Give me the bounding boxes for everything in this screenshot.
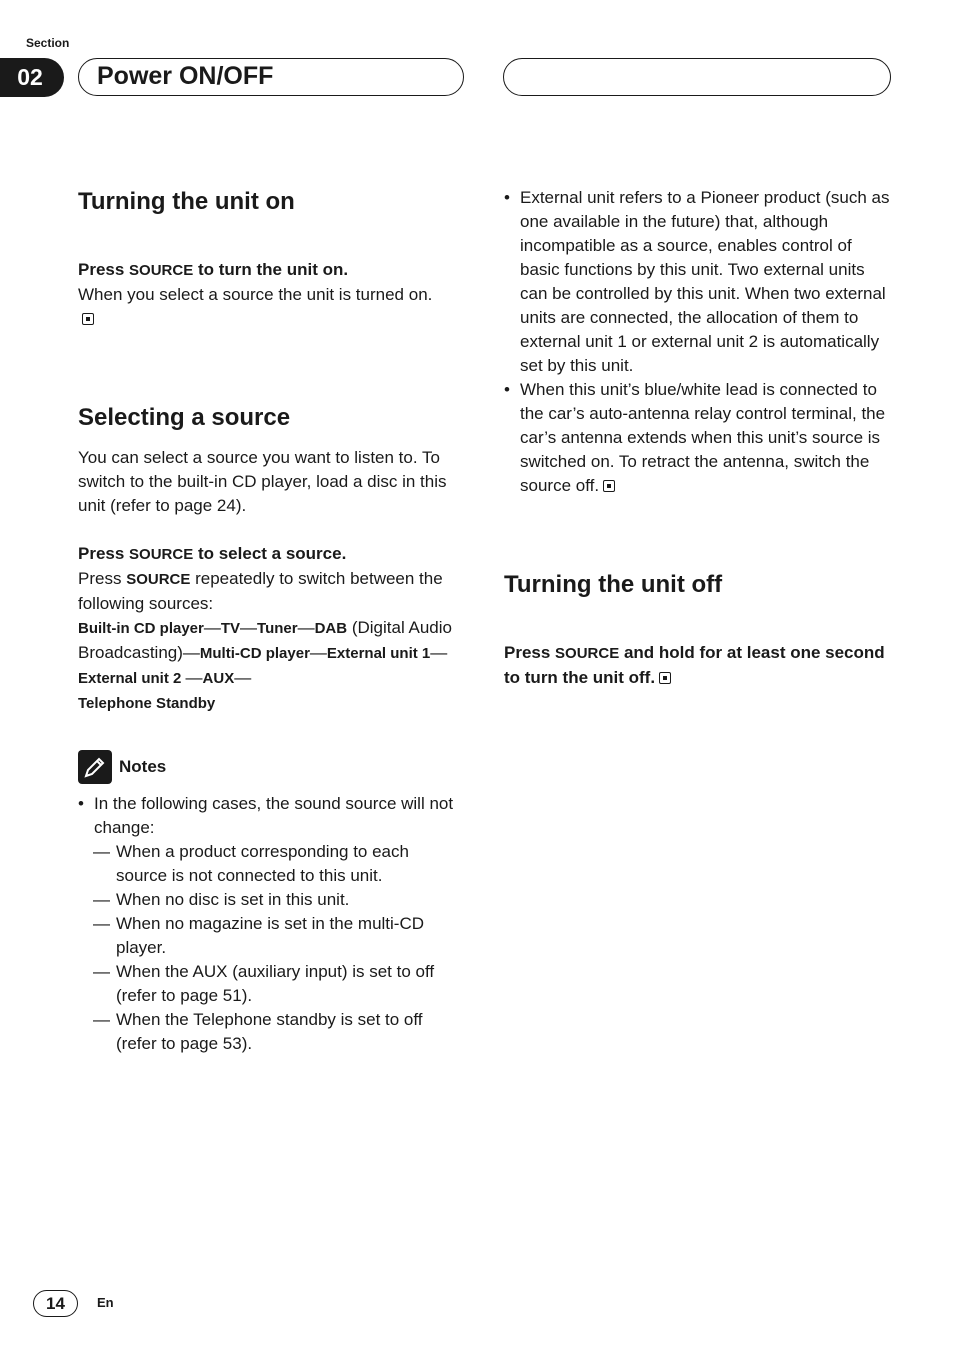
- section-number-badge: 02: [0, 58, 64, 97]
- left-column: [78, 186, 463, 1056]
- list-item: — When the Telephone standby is set to off (refer to page 53).: [78, 1008, 463, 1056]
- notes-title: Notes: [119, 757, 167, 776]
- list-item: — When no disc is set in this unit.: [78, 888, 463, 912]
- source-sequence: Built-in CD player—TV—Tuner—DAB (Digital Audio Broadcasting)—Multi-CD player—External unit 1—External unit 2 —AUX— Telephone Standby: [78, 618, 452, 712]
- list-item: • In the following cases, the sound source will not change: — When a product corresponding to each source is not connected to this unit. — When no disc is set in this unit. — When no magazine is set in the multi-CD player. — When the AUX (auxiliary input) is set to off (refer to page 51). — When the Telephone standby is set to off (refer to page 53).: [78, 792, 463, 1056]
- list-item: • External unit refers to a Pioneer product (such as one available in the future) that, although incompatible as a source, enables control of basic functions by this unit. Two external units can be controlled by this unit. When two external units are connected, the allocation of them to external unit 1 or external unit 2 is automatically set by this unit.: [504, 186, 894, 378]
- turning-off-heading: Turning the unit off: [504, 571, 723, 598]
- source-key: SOURCE: [129, 262, 194, 279]
- selecting-instruction: Press SOURCE to select a source.: [78, 544, 347, 563]
- notes-cases: [78, 840, 463, 1056]
- end-mark-icon: [82, 313, 94, 325]
- list-item: • When this unit’s blue/white lead is connected to the car’s auto-antenna relay control terminal, the car’s antenna extends when this unit’s source is switched on. To retract the antenna, switch the source off.: [504, 378, 894, 498]
- language-label: En: [97, 1295, 114, 1310]
- selecting-intro: You can select a source you want to listen to. To switch to the built-in CD player, load a disc in this unit (refer to page 24).: [78, 448, 447, 515]
- source-key: SOURCE: [129, 546, 194, 563]
- page-number: 14: [33, 1290, 78, 1317]
- list-item: — When no magazine is set in the multi-CD player.: [78, 912, 463, 960]
- page-title: Power ON/OFF: [97, 62, 274, 90]
- source-key: SOURCE: [555, 645, 620, 662]
- turning-on-body: When you select a source the unit is turned on.: [78, 283, 463, 331]
- end-mark-icon: [659, 672, 671, 684]
- selecting-body: Press SOURCE repeatedly to switch between the following sources:: [78, 569, 443, 613]
- pencil-note-icon: [78, 750, 112, 784]
- source-key: SOURCE: [126, 571, 191, 588]
- selecting-heading: Selecting a source: [78, 404, 291, 431]
- title-frame-empty: [503, 58, 891, 96]
- end-mark-icon: [603, 480, 615, 492]
- external-unit-notes: [504, 186, 894, 498]
- list-item: — When the AUX (auxiliary input) is set to off (refer to page 51).: [78, 960, 463, 1008]
- turning-on-heading: Turning the unit on: [78, 188, 295, 215]
- section-label: Section: [26, 36, 70, 50]
- turning-on-instruction: Press SOURCE to turn the unit on.: [78, 260, 349, 279]
- notes-list: [78, 792, 463, 1056]
- turning-off-instruction: Press SOURCE and hold for at least one second to turn the unit off.: [504, 643, 885, 687]
- notes-header: [78, 750, 463, 784]
- list-item: — When a product corresponding to each source is not connected to this unit.: [78, 840, 463, 888]
- right-column: [504, 186, 894, 690]
